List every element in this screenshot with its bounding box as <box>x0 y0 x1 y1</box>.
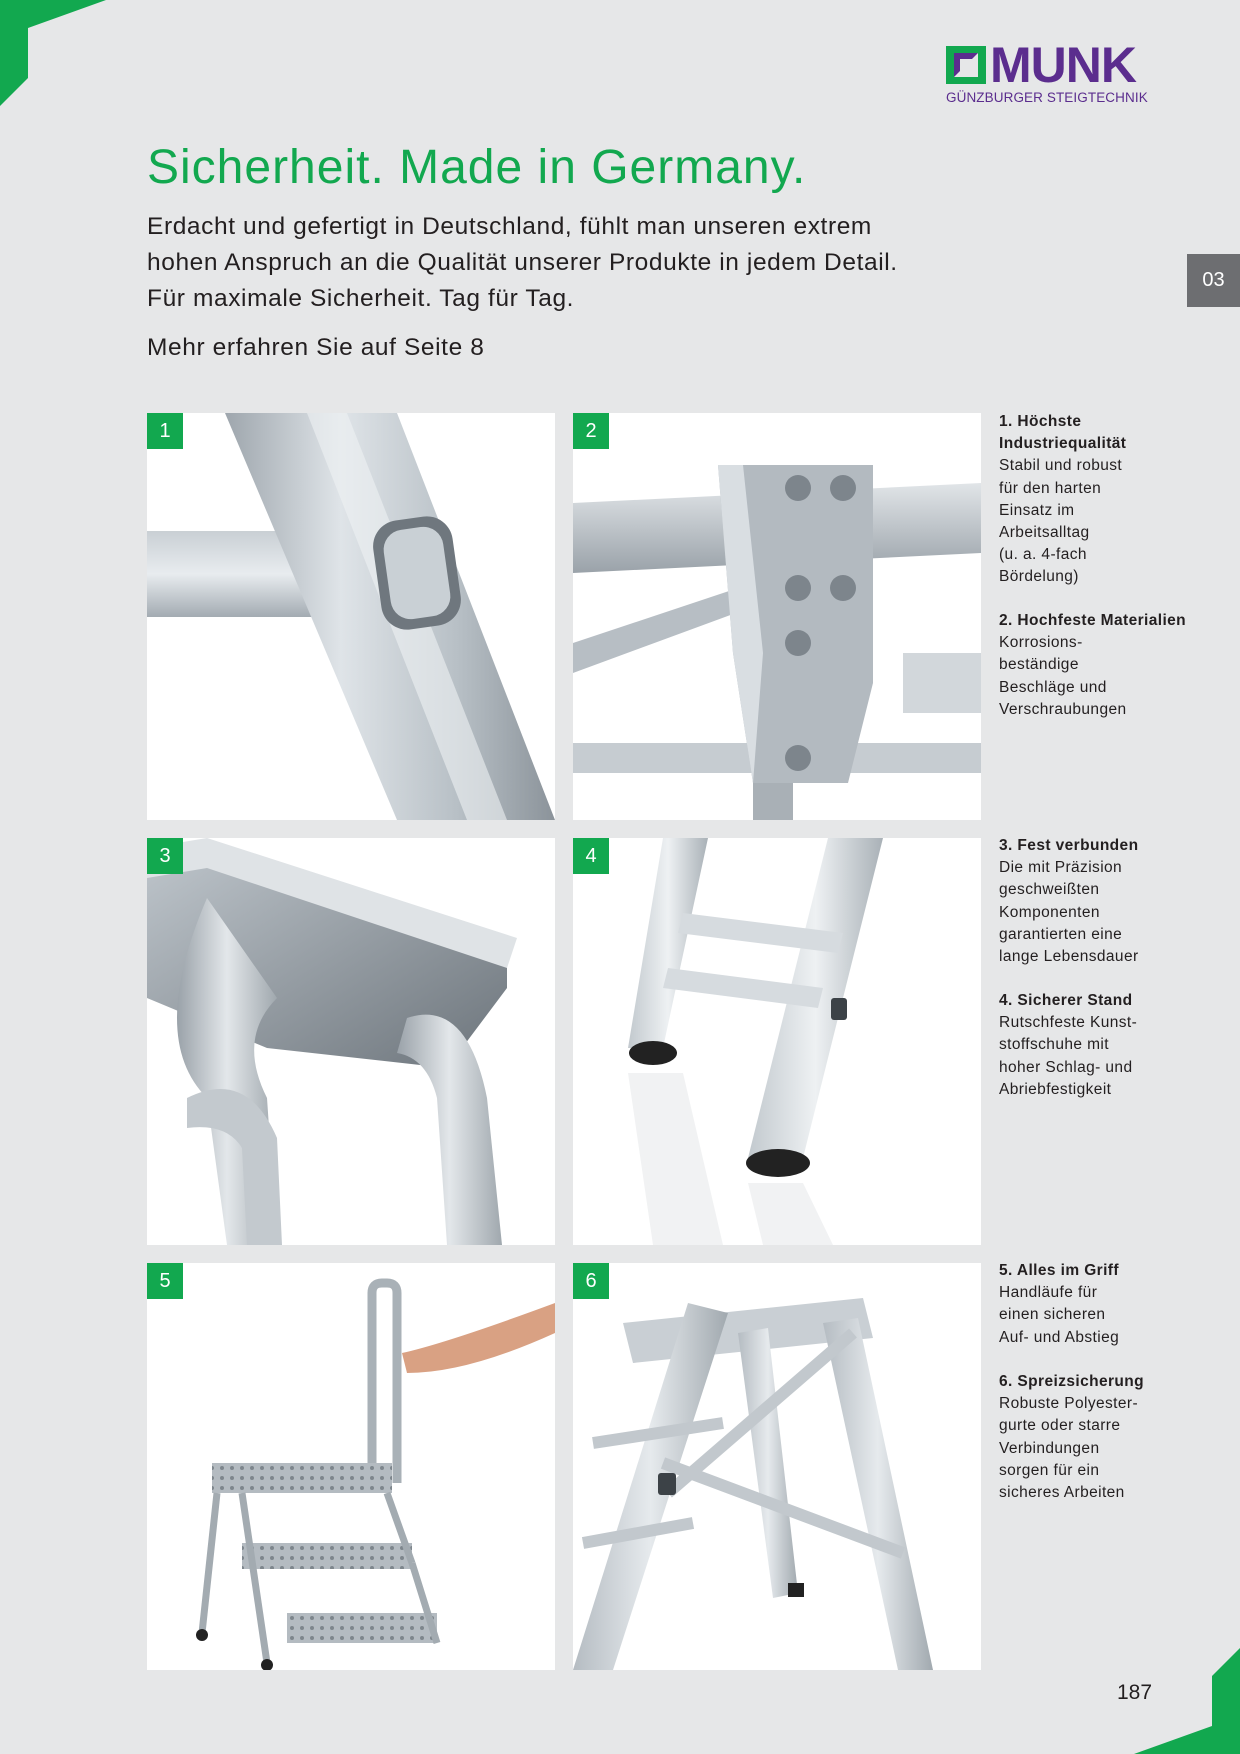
intro-paragraph: Erdacht und gefertigt in Deutschland, fühlt man unseren extrem hohen Anspruch an die Qualität unserer Produkte in jedem Detail. Für maximale Sicherheit. Tag für Tag. <box>147 213 898 312</box>
photo-number-badge: 4 <box>573 838 609 874</box>
feature-text: Handläufe für einen sicheren Auf- und Abstieg <box>999 1284 1120 1346</box>
platform-image <box>147 838 555 1245</box>
chapter-tab[interactable]: 03 <box>1187 254 1240 307</box>
photo-6 <box>573 1263 981 1670</box>
brand-name: MUNK <box>990 37 1136 93</box>
more-info-reference: Mehr erfahren Sie auf Seite 8 <box>147 334 485 361</box>
photo-number-badge: 2 <box>573 413 609 449</box>
photo-2 <box>573 413 981 820</box>
feature-5 <box>999 1260 1199 1349</box>
feature-title: 4. Sicherer Stand <box>999 992 1133 1009</box>
photo-number-badge: 1 <box>147 413 183 449</box>
brand-tagline: GÜNZBURGER STEIGTECHNIK <box>946 90 1148 105</box>
feature-1 <box>999 411 1199 589</box>
feature-title: 6. Spreizsicherung <box>999 1373 1145 1390</box>
bolted-joint-image <box>573 413 981 820</box>
feature-3 <box>999 835 1199 968</box>
feature-text: Rutschfeste Kunst- stoffschuhe mit hoher Schlag- und Abriebfestigkeit <box>999 1014 1138 1098</box>
feature-title: 1. Höchste Industriequalität <box>999 413 1127 453</box>
feature-text: Robuste Polyester- gurte oder starre Verbindungen sorgen für ein sicheres Arbeiten <box>999 1395 1139 1502</box>
ladder-foot-image <box>573 838 981 1245</box>
feature-6 <box>999 1371 1199 1504</box>
photo-3 <box>147 838 555 1245</box>
step-handrail-image <box>147 1263 555 1670</box>
munk-logo-mark-icon <box>946 46 986 84</box>
page-title: Sicherheit. Made in Germany. <box>147 141 807 194</box>
photo-number-badge: 6 <box>573 1263 609 1299</box>
brand-logo <box>946 37 1156 105</box>
ladder-rail-image <box>147 413 555 820</box>
photo-1 <box>147 413 555 820</box>
feature-title: 3. Fest verbunden <box>999 837 1139 854</box>
photo-4 <box>573 838 981 1245</box>
photo-number-badge: 5 <box>147 1263 183 1299</box>
corner-decoration-top-left <box>0 0 106 106</box>
feature-4 <box>999 990 1199 1101</box>
feature-2 <box>999 610 1199 721</box>
page-number: 187 <box>1117 1681 1153 1704</box>
feature-text: Die mit Präzision geschweißten Komponenten garantierten eine lange Lebensdauer <box>999 859 1139 966</box>
feature-title: 2. Hochfeste Materialien <box>999 612 1187 629</box>
feature-text: Korrosions- beständige Beschläge und Verschraubungen <box>999 634 1127 718</box>
photo-5 <box>147 1263 555 1670</box>
photo-number-badge: 3 <box>147 838 183 874</box>
feature-title: 5. Alles im Griff <box>999 1262 1119 1279</box>
stepladder-image <box>573 1263 981 1670</box>
feature-text: Stabil und robust für den harten Einsatz im Arbeitsalltag (u. a. 4-fach Bördelung) <box>999 457 1123 586</box>
